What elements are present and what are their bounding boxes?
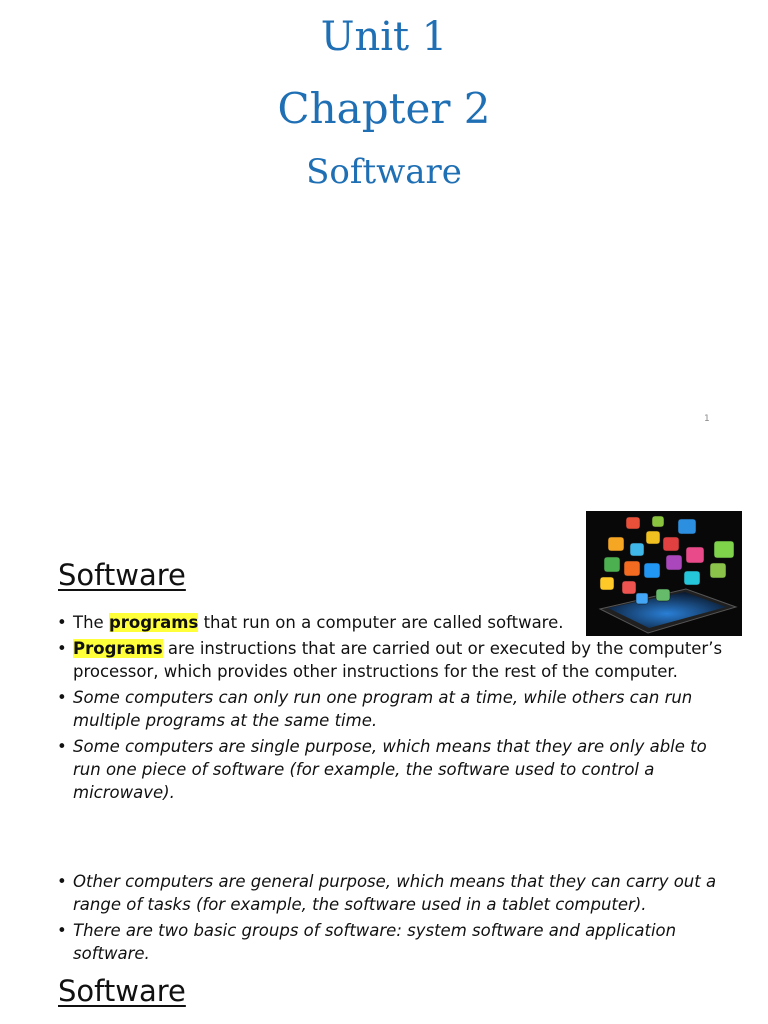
bullet-item: • Some computers are single purpose, which means that they are only able to run one piece of software (for example, the software used to control a microwave). xyxy=(57,737,707,802)
software-heading-next: Software xyxy=(58,974,186,1008)
bullet-dot: • xyxy=(57,639,67,658)
highlighted-term: Programs xyxy=(73,639,163,658)
title-slide xyxy=(0,0,768,440)
slide-subtitle: Software xyxy=(306,152,462,192)
software-heading: Software xyxy=(58,558,186,592)
bullet-item: • Other computers are general purpose, which means that they can carry out a range of tasks (for example, the software used in a tablet computer). xyxy=(57,872,717,914)
chapter-title: Chapter 2 xyxy=(277,84,491,133)
bullet-list-continued xyxy=(55,870,735,968)
slide-number: 1 xyxy=(704,414,710,424)
bullet-item: • There are two basic groups of software: system software and application software. xyxy=(57,921,677,963)
unit-title: Unit 1 xyxy=(320,14,448,60)
bullet-item: • The programs that run on a computer are called software. xyxy=(57,613,564,632)
highlighted-term: programs xyxy=(108,613,199,632)
bullet-dot: • xyxy=(57,737,67,756)
bullet-list xyxy=(55,611,735,807)
bullet-dot: • xyxy=(57,613,67,632)
bullet-item: • Some computers can only run one program at a time, while others can run multiple programs at the same time. xyxy=(57,688,693,730)
bullet-dot: • xyxy=(57,688,67,707)
bullet-dot: • xyxy=(57,872,67,891)
bullet-item: • Programs are instructions that are carried out or executed by the computer’s processor, which provides other instructions for the rest of the computer. xyxy=(57,639,723,681)
bullet-dot: • xyxy=(57,921,67,940)
